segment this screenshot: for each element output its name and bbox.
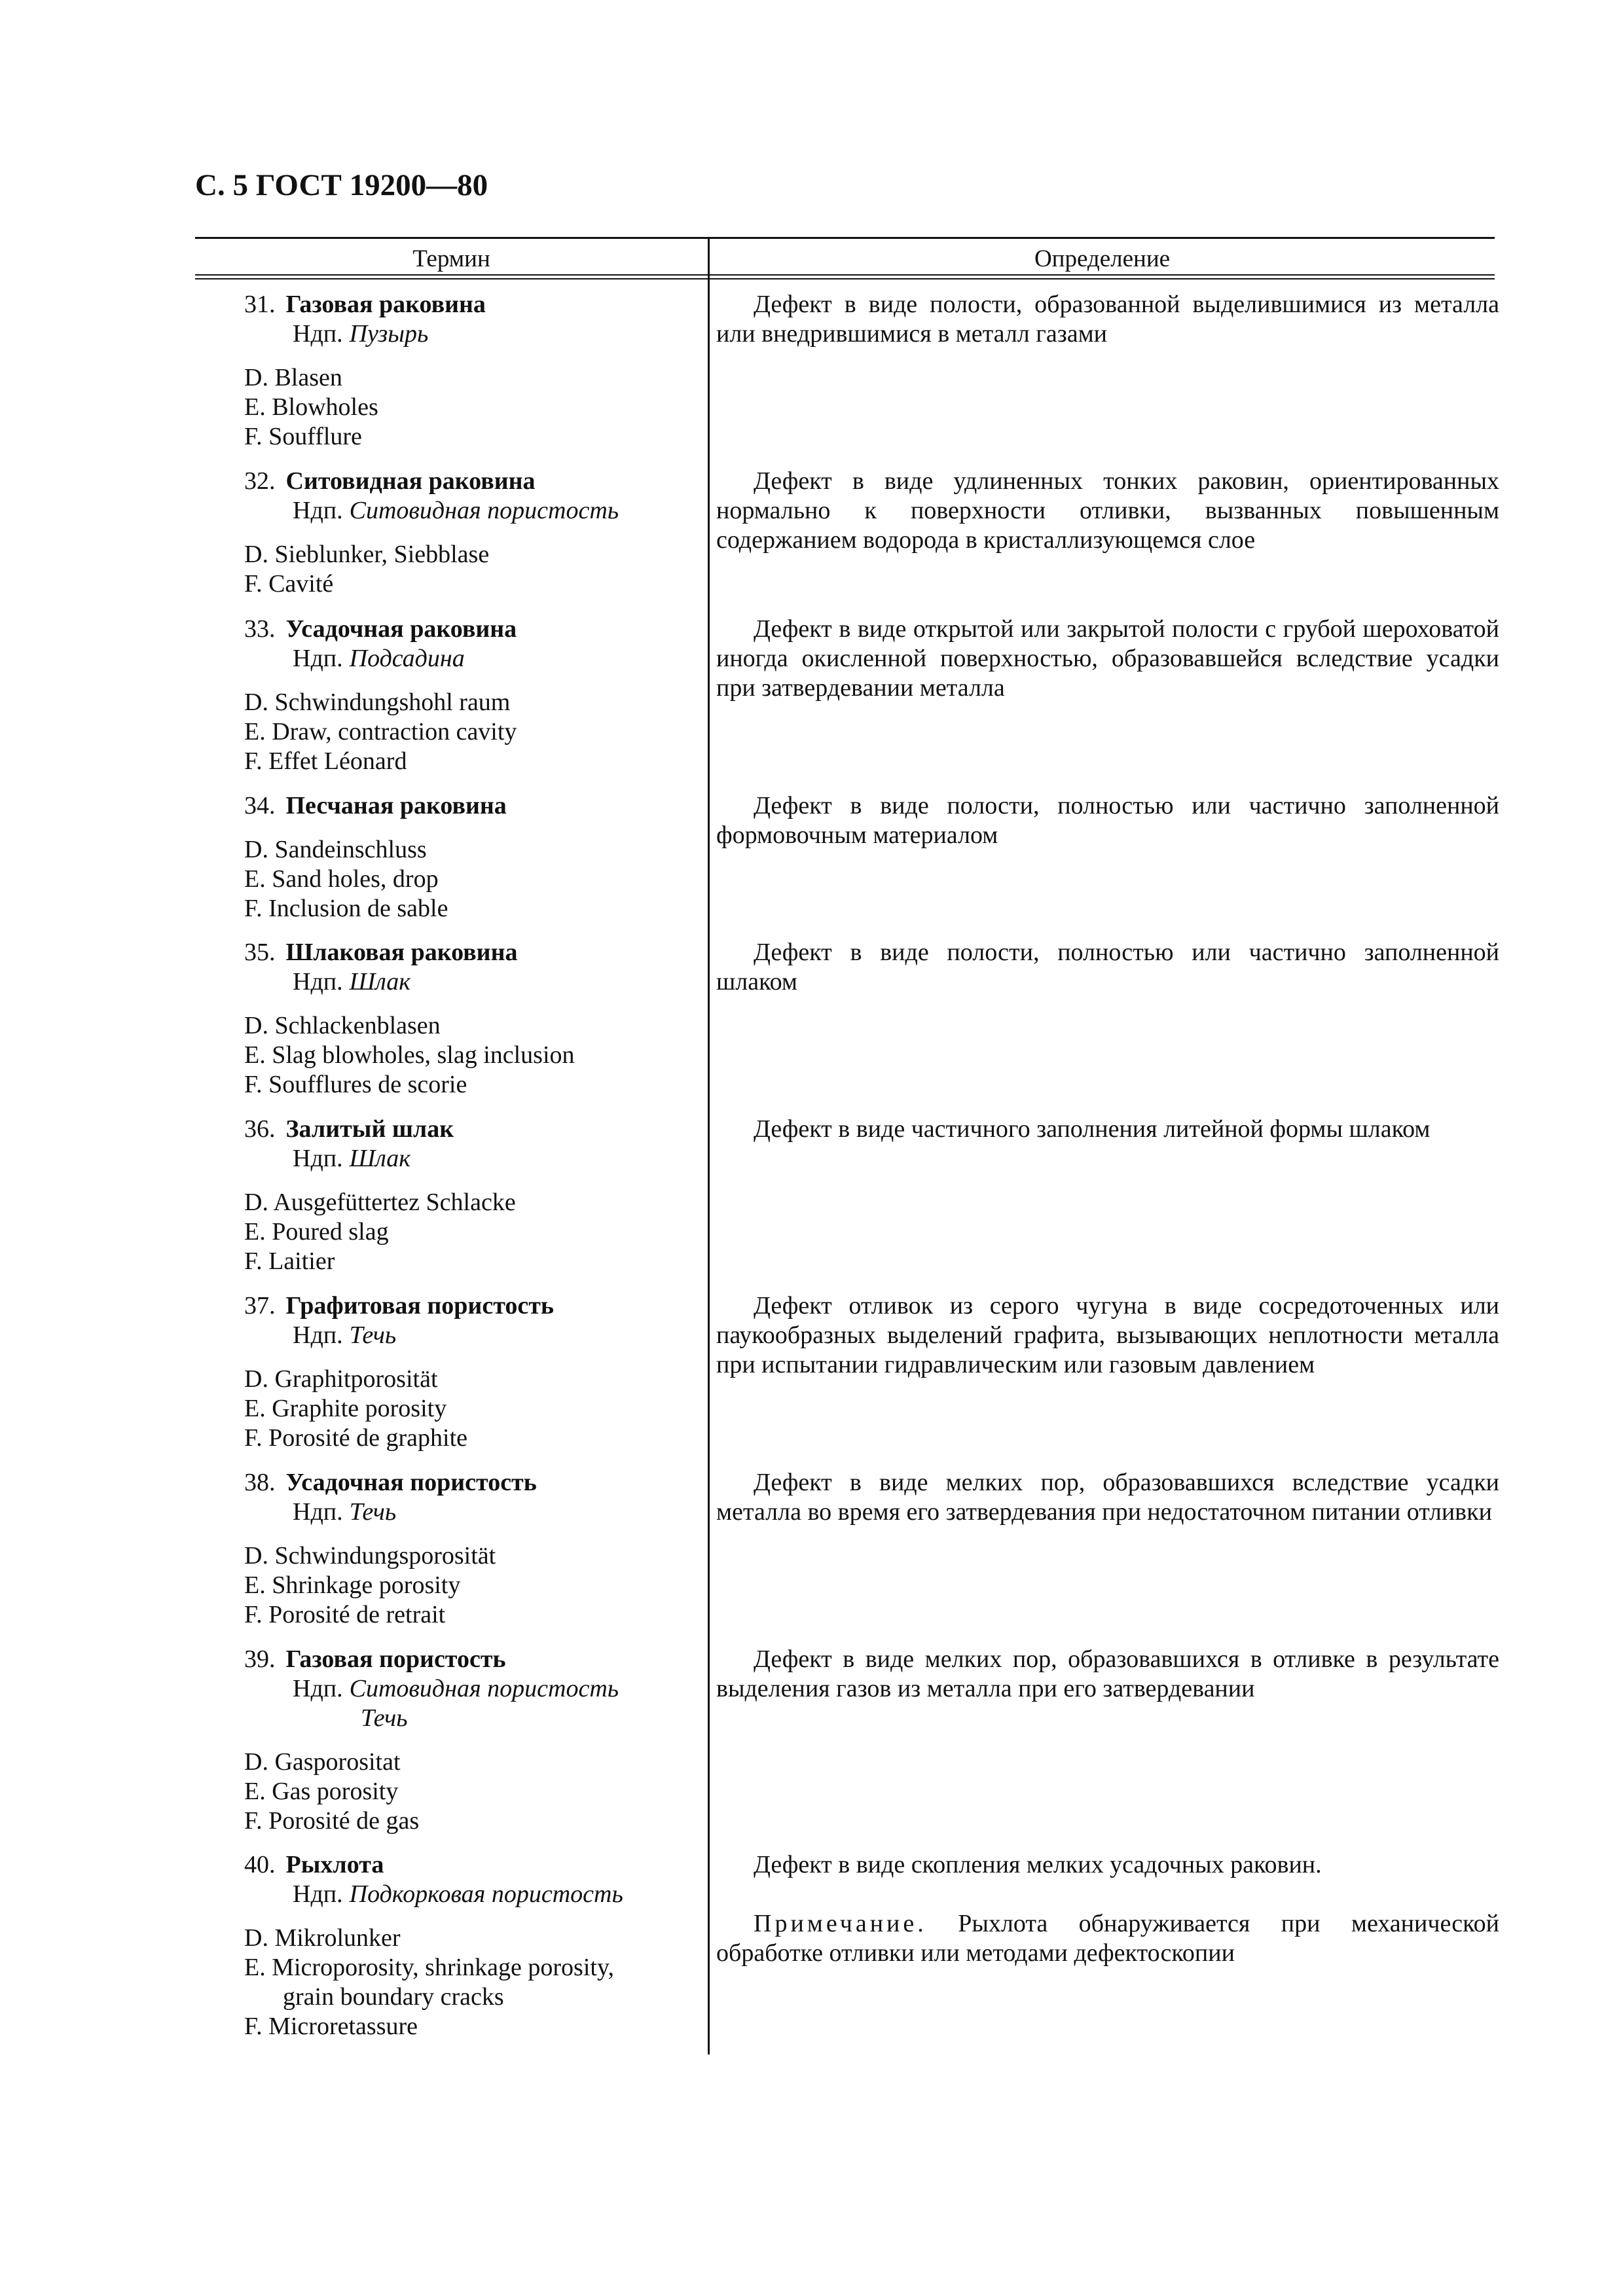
lang-term-de: D. Schwindungsporosität <box>244 1542 496 1570</box>
definition: Дефект в виде частичного заполнения литейной формы шлаком <box>754 1115 1431 1143</box>
lang-term-de: D. Ausgefüttertez Schlacke <box>244 1189 516 1216</box>
lang-term-fr: F. Soufflure <box>244 423 362 450</box>
lang-term-en: E. Draw, contraction cavity <box>244 718 517 745</box>
ndp-term: Подсадина <box>349 645 465 672</box>
term-name: Газовая пористость <box>285 1645 506 1673</box>
lang-term-de: D. Graphitporosität <box>244 1365 438 1393</box>
term-name: Шлаковая раковина <box>285 939 518 966</box>
definition: Дефект в виде скопления мелких усадочных раковин. <box>754 1851 1322 1878</box>
definition: Дефект в виде мелких пор, образовавшихся в отливке в результате выделения газов из металла при его затвердевании <box>716 1645 1499 1702</box>
term-number: 32. <box>244 467 276 495</box>
lang-term-en: E. Shrinkage porosity <box>244 1571 461 1599</box>
definition: Дефект отливок из серого чугуна в виде сосредоточенных или паукообразных выделений графита, вызывающих неплотности металла при испытании гидравлическим или газовым давлением <box>716 1292 1499 1378</box>
ndp-term: Шлак <box>349 968 411 996</box>
ndp-prefix: Ндп. <box>293 645 343 672</box>
ndp-prefix: Ндп. <box>293 1321 343 1349</box>
ndp-prefix: Ндп. <box>293 1498 343 1526</box>
lang-term-en: E. Slag blowholes, slag inclusion <box>244 1041 575 1069</box>
lang-term-en: E. Microporosity, shrinkage porosity, <box>244 1954 614 1981</box>
column-header-term: Термин <box>412 245 490 272</box>
term-name: Усадочная раковина <box>285 615 517 643</box>
ndp-term: Шлак <box>349 1145 411 1172</box>
term-name: Залитый шлак <box>285 1115 454 1143</box>
lang-term-de: D. Schwindungshohl raum <box>244 689 511 716</box>
lang-term-en: E. Gas porosity <box>244 1778 399 1805</box>
term-name: Рыхлота <box>285 1851 384 1878</box>
lang-term-de: D. Mikrolunker <box>244 1924 401 1952</box>
term-number: 37. <box>244 1292 276 1319</box>
lang-term-fr: F. Inclusion de sable <box>244 895 448 922</box>
term-number: 38. <box>244 1469 276 1496</box>
lang-term-fr: F. Effet Léonard <box>244 747 407 775</box>
lang-term-fr: F. Porosité de retrait <box>244 1601 446 1628</box>
lang-term-en: E. Poured slag <box>244 1218 389 1246</box>
table-top-rule <box>195 237 1495 239</box>
term-number: 34. <box>244 792 276 819</box>
column-divider <box>708 237 710 2054</box>
ndp-prefix: Ндп. <box>293 497 343 524</box>
term-number: 31. <box>244 291 276 318</box>
definition: Дефект в виде полости, полностью или частично заполненной формовочным материалом <box>716 792 1499 849</box>
lang-term-fr: F. Laitier <box>244 1247 335 1275</box>
lang-term-de: D. Sandeinschluss <box>244 836 427 863</box>
ndp-term: Ситовидная пористость <box>349 497 619 524</box>
definition: Дефект в виде удлиненных тонких раковин, ориентированных нормально к поверхности отливки, вызванных повышенным содержанием водорода в кристаллизующемся слое <box>716 467 1499 554</box>
lang-term-de: D. Schlackenblasen <box>244 1012 441 1039</box>
ndp-prefix: Ндп. <box>293 968 343 996</box>
term-number: 40. <box>244 1851 276 1878</box>
definition: Дефект в виде открытой или закрытой полости с грубой шероховатой иногда окисленной поверхностью, образовавшейся вследствие усадки при затвердевании металла <box>716 615 1499 702</box>
lang-term-fr: F. Cavité <box>244 570 334 598</box>
lang-term-de: D. Blasen <box>244 364 342 391</box>
note-label: Примечание. <box>754 1910 927 1937</box>
ndp-term: Ситовидная пористость <box>349 1675 619 1702</box>
term-name: Газовая раковина <box>285 291 486 318</box>
note-text: Рыхлота обнаруживается при механической обработке отливки или методами дефектоскопии <box>716 1910 1499 1967</box>
lang-term-fr: F. Microretassure <box>244 2013 418 2040</box>
lang-term-en-continued: grain boundary cracks <box>283 1983 504 2011</box>
definition: Дефект в виде полости, образованной выделившимися из металла или внедрившимися в металл газами <box>716 291 1499 348</box>
ndp-prefix: Ндп. <box>293 1675 343 1702</box>
ndp-term: Подкорковая пористость <box>349 1880 623 1908</box>
lang-term-fr: F. Porosité de graphite <box>244 1424 468 1452</box>
ndp-term: Течь <box>349 1498 397 1526</box>
ndp-prefix: Ндп. <box>293 1145 343 1172</box>
lang-term-de: D. Gasporositat <box>244 1748 401 1776</box>
definition-note <box>716 1909 1499 1968</box>
ndp-term-extra: Течь <box>361 1704 408 1732</box>
ndp-term: Течь <box>349 1321 397 1349</box>
definition: Дефект в виде мелких пор, образовавшихся вследствие усадки металла во время его затвердевания при недостаточном питании отливки <box>716 1469 1499 1526</box>
lang-term-fr: F. Soufflures de scorie <box>244 1071 467 1098</box>
page-header: С. 5 ГОСТ 19200—80 <box>195 168 488 202</box>
ndp-prefix: Ндп. <box>293 320 343 348</box>
lang-term-en: E. Blowholes <box>244 393 378 421</box>
term-name: Песчаная раковина <box>285 792 507 819</box>
term-number: 36. <box>244 1115 276 1143</box>
term-name: Усадочная пористость <box>285 1469 537 1496</box>
lang-term-fr: F. Porosité de gas <box>244 1807 420 1835</box>
header-bottom-rule-2 <box>195 278 1495 279</box>
term-name: Графитовая пористость <box>285 1292 554 1319</box>
column-header-definition: Определение <box>1034 245 1171 272</box>
header-bottom-rule <box>195 274 1495 276</box>
term-number: 35. <box>244 939 276 966</box>
term-number: 39. <box>244 1645 276 1673</box>
term-number: 33. <box>244 615 276 643</box>
ndp-term: Пузырь <box>349 320 429 348</box>
definition: Дефект в виде полости, полностью или частично заполненной шлаком <box>716 939 1499 996</box>
ndp-prefix: Ндп. <box>293 1880 343 1908</box>
lang-term-de: D. Sieblunker, Siebblase <box>244 541 490 568</box>
lang-term-en: E. Sand holes, drop <box>244 865 439 893</box>
term-name: Ситовидная раковина <box>285 467 536 495</box>
lang-term-en: E. Graphite porosity <box>244 1395 447 1422</box>
